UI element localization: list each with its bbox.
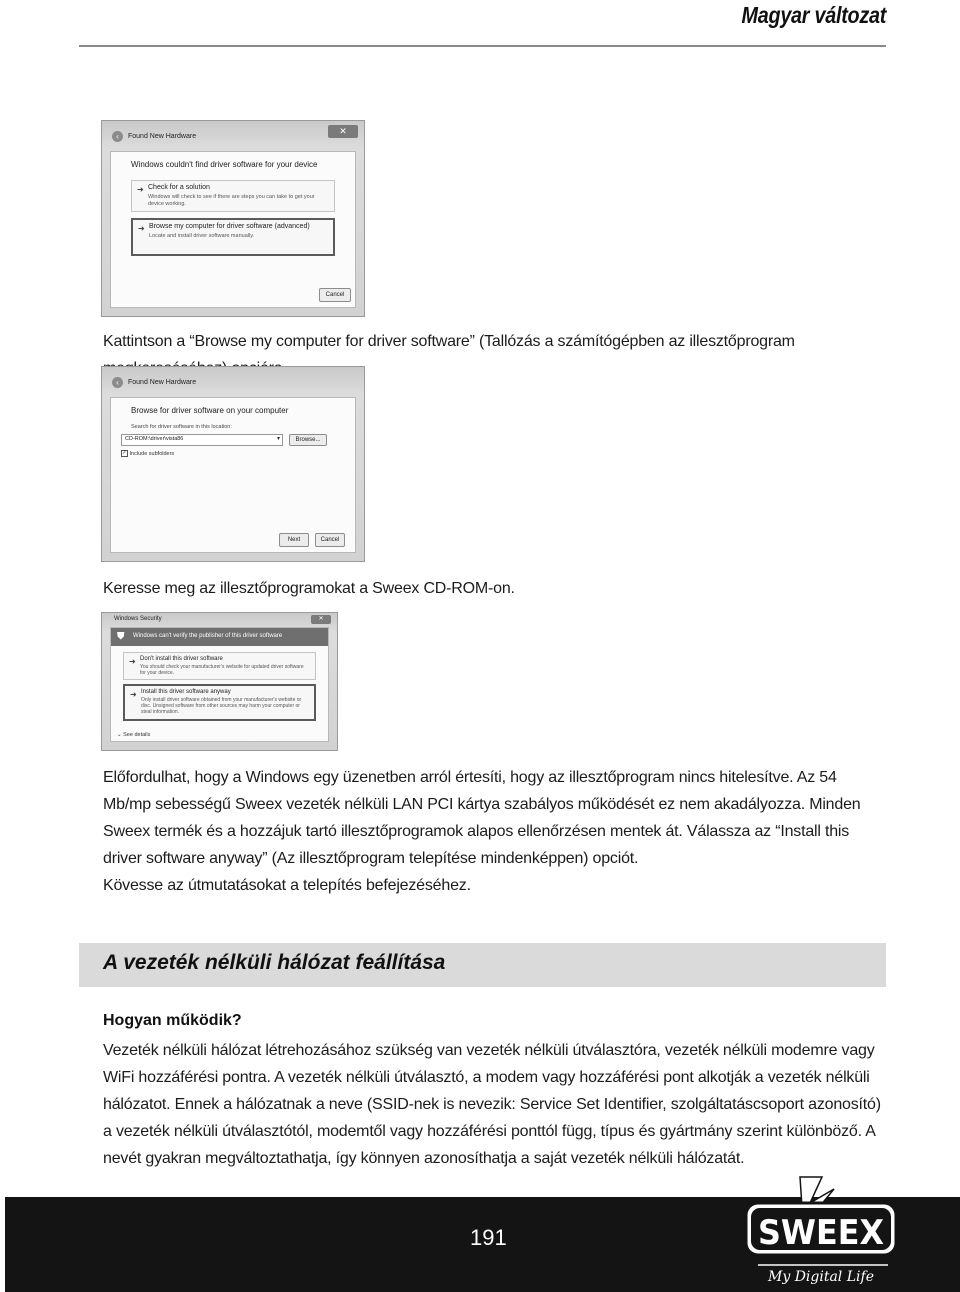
dialog-window-title: Found New Hardware bbox=[128, 133, 197, 140]
dialog-heading: Windows couldn't find driver software for your device bbox=[131, 160, 318, 169]
see-details-toggle: ⌄ See details bbox=[117, 732, 151, 738]
dialog-cancel-button: Cancel bbox=[315, 533, 345, 547]
dialog-window-title: Found New Hardware bbox=[128, 379, 197, 386]
screenshot-found-new-hardware bbox=[101, 120, 365, 317]
section-header-bar bbox=[79, 943, 886, 987]
sweex-logo bbox=[738, 1175, 898, 1292]
back-arrow-icon: ‹ bbox=[112, 131, 123, 142]
dropdown-chevron-icon: ▾ bbox=[276, 436, 280, 442]
arrow-icon: ➜ bbox=[129, 657, 136, 666]
arrow-icon: ➜ bbox=[137, 185, 144, 194]
option-check-solution: ➜ Check for a solution Windows will check to see if there are steps you can take to get your device working. bbox=[131, 180, 335, 212]
svg-text:SWEEX: SWEEX bbox=[758, 1213, 884, 1253]
svg-text:My Digital Life: My Digital Life bbox=[768, 1269, 874, 1285]
search-location-label: Search for driver software in this location: bbox=[131, 424, 232, 430]
page-number: 191 bbox=[470, 1225, 507, 1250]
option-install-anyway: ➜ Install this driver software anyway Only install driver software obtained from your manufacturer's website or disc. Unsigned software from other sources may harm your computer or steal information. bbox=[123, 684, 316, 721]
dialog-heading: Browse for driver software on your computer bbox=[131, 406, 289, 415]
screenshot-browse-driver bbox=[101, 366, 365, 562]
chevron-down-icon: ⌄ bbox=[117, 732, 122, 738]
arrow-icon: ➜ bbox=[130, 690, 137, 699]
section-paragraph: Vezeték nélküli hálózat létrehozásához szükség van vezeték nélküli útválasztóra, vezeték nélküli modemre vagy WiFi hozzáférési pontra. A vezeték nélküli útválasztó, a modem vagy hozzáférési pont alkotják a vezeték nélküli hálózatot. Ennek a hálózatnak a neve (SSID-nek is nevezik: Service Set Identifier, szolgáltatáscsoport azonosító) a vezeték nélküli útválasztótól, modemtől vagy hozzáférési ponttól függ, típus és gyártmány szerint különböző. A nevét gyakran megváltoztathatja, így könnyen azonosíthatja a saját vezeték nélküli hálózatát. bbox=[103, 1042, 881, 1167]
section-title: A vezeték nélküli hálózat feállítása bbox=[103, 951, 446, 974]
option-browse-computer: ➜ Browse my computer for driver software (advanced) Locate and install driver software manually. bbox=[131, 218, 335, 256]
include-subfolders-checkbox: ✓ Include subfolders bbox=[122, 450, 175, 457]
warning-header: ⛊ Windows can't verify the publisher of this driver software bbox=[111, 628, 328, 646]
shield-warning-icon: ⛊ bbox=[117, 631, 125, 642]
arrow-icon: ➜ bbox=[138, 224, 145, 233]
page-header-title: Magyar változat bbox=[741, 2, 886, 28]
header-divider bbox=[79, 45, 886, 47]
body-paragraph: Előfordulhat, hogy a Windows egy üzenetben arról értesíti, hogy az illesztőprogram nincs hitelesítve. Az 54 Mb/mp sebességű Sweex vezeték nélküli LAN PCI kártya szabályos működését ez nem akadályozza. Minden Sweex termék és a hozzájuk tartó illesztőprogramok alapos ellenőrzésen mentek át. Válassza az “Install this driver software anyway” (Az illesztőprogram telepítése mindenképpen) opciót. Kövesse az útmutatásokat a telepítés befejezéséhez. bbox=[103, 769, 861, 894]
next-button: Next bbox=[279, 533, 309, 547]
checkbox-checked-icon: ✓ bbox=[122, 450, 127, 456]
sub-heading: Hogyan működik? bbox=[103, 1012, 242, 1029]
dialog-cancel-button: Cancel bbox=[319, 288, 351, 302]
close-icon: ✕ bbox=[328, 125, 358, 138]
dialog-window-title: Windows Security bbox=[114, 616, 162, 622]
caption-browse: Kattintson a “Browse my computer for driver software” (Tallózás a számítógépben az illesztőprogram bbox=[103, 333, 795, 350]
close-icon: ✕ bbox=[311, 615, 331, 624]
caption-search-cdrom: Keresse meg az illesztőprogramokat a Sweex CD-ROM-on. bbox=[103, 580, 515, 597]
browse-button: Browse... bbox=[289, 434, 327, 446]
driver-path-field: CD-ROM:\driver\vista86 ▾ bbox=[121, 434, 283, 446]
screenshot-windows-security bbox=[101, 612, 338, 751]
back-arrow-icon: ‹ bbox=[112, 377, 123, 388]
option-dont-install: ➜ Don't install this driver software You should check your manufacturer's website for updated driver software for your device. bbox=[123, 652, 316, 680]
